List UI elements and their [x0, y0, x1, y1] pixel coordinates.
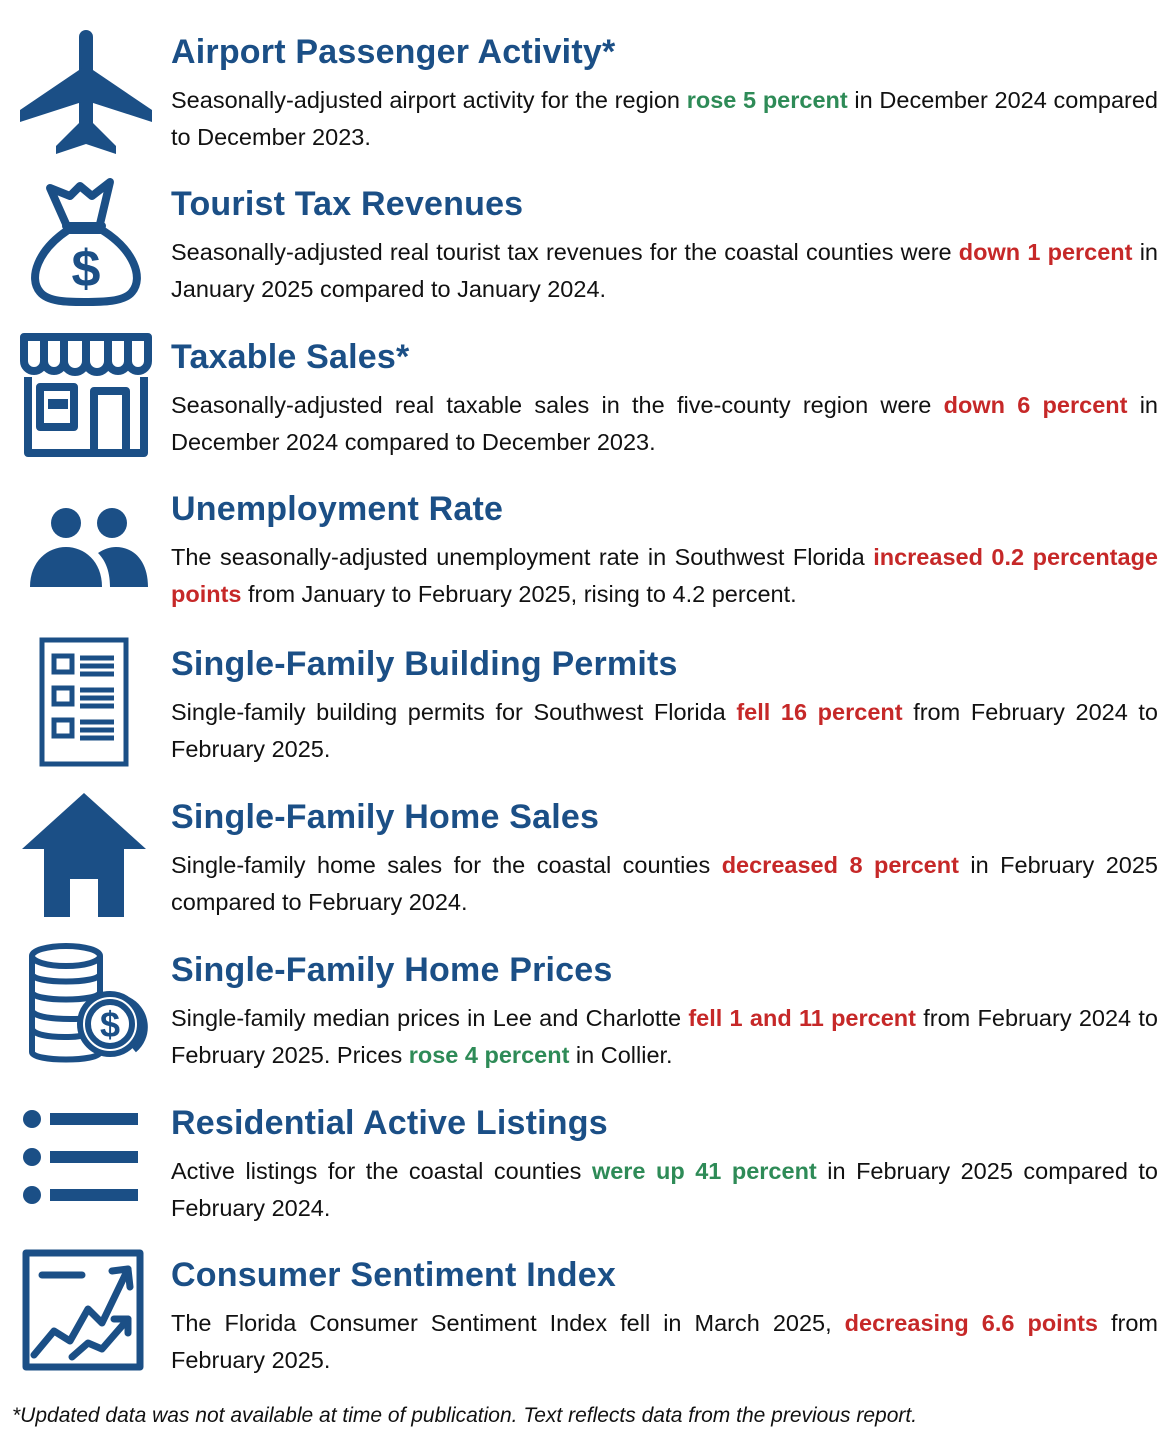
- description-text: in February 2025 compared to February 2024.: [171, 1158, 1158, 1221]
- description-text: from February 2024 to February 2025.: [171, 699, 1159, 762]
- indicator-item: [0, 1093, 1176, 1243]
- indicator-description: [171, 234, 1158, 308]
- indicator-item: [0, 174, 1176, 324]
- indicator-text: [171, 797, 1158, 921]
- indicator-title: Tourist Tax Revenues: [171, 185, 524, 223]
- description-text: in Collier.: [569, 1042, 673, 1068]
- indicator-title: Residential Active Listings: [171, 1104, 608, 1142]
- house-icon: [18, 787, 154, 923]
- footnote: *Updated data was not available at time of publication. Text reflects data from the previous report.: [12, 1404, 918, 1427]
- indicator-title: Single-Family Home Sales: [171, 798, 600, 836]
- indicator-text: [171, 337, 1158, 461]
- negative-change: fell 1 and 11 percent: [688, 1005, 916, 1031]
- description-text: The Florida Consumer Sentiment Index fell in March 2025,: [171, 1310, 845, 1336]
- airplane-icon: [18, 22, 154, 158]
- description-text: in January 2025 compared to January 2024.: [171, 239, 1158, 302]
- positive-change: rose 4 percent: [408, 1042, 570, 1068]
- indicator-text: [171, 950, 1158, 1074]
- indicator-item: [0, 940, 1176, 1090]
- indicator-description: [171, 387, 1158, 461]
- negative-change: down 6 percent: [943, 392, 1128, 418]
- positive-change: rose 5 percent: [686, 87, 848, 113]
- indicator-title: Consumer Sentiment Index: [171, 1256, 616, 1294]
- negative-change: decreasing 6.6 points: [844, 1310, 1098, 1336]
- indicator-description: [171, 82, 1158, 156]
- negative-change: increased 0.2 percentage points: [171, 544, 1158, 607]
- indicator-text: [171, 32, 1158, 156]
- description-text: in December 2024 compared to December 2023.: [171, 87, 1158, 150]
- description-text: Single-family home sales for the coastal counties: [171, 852, 722, 878]
- indicator-description: [171, 694, 1158, 768]
- trend-chart-icon: [18, 1245, 154, 1381]
- description-text: The seasonally-adjusted unemployment rate in Southwest Florida: [171, 544, 874, 570]
- indicator-title: Single-Family Home Prices: [171, 951, 613, 989]
- indicator-title: Single-Family Building Permits: [171, 645, 678, 683]
- description-text: in February 2025 compared to February 2024.: [171, 852, 1158, 915]
- description-text: Seasonally-adjusted real taxable sales in the five-county region were: [171, 392, 944, 418]
- indicator-title: Airport Passenger Activity*: [171, 33, 616, 71]
- negative-change: fell 16 percent: [736, 699, 903, 725]
- description-text: from February 2025.: [171, 1310, 1158, 1373]
- description-text: from January to February 2025, rising to 4.2 percent.: [241, 581, 797, 607]
- svg-text:$: $: [99, 1004, 121, 1045]
- description-text: Single-family building permits for Southwest Florida: [171, 699, 737, 725]
- indicator-description: [171, 1153, 1158, 1227]
- indicator-text: [171, 489, 1158, 613]
- description-text: Seasonally-adjusted airport activity for the region: [171, 87, 687, 113]
- coin-stack-icon: [18, 940, 154, 1076]
- negative-change: decreased 8 percent: [721, 852, 959, 878]
- description-text: in December 2024 compared to December 2023.: [171, 392, 1158, 455]
- indicator-text: [171, 1255, 1158, 1379]
- checklist-document-icon: [18, 634, 154, 770]
- description-text: from February 2024 to February 2025. Prices: [171, 1005, 1159, 1068]
- indicator-item: [0, 634, 1176, 784]
- indicator-description: [171, 1305, 1158, 1379]
- indicator-description: [171, 539, 1158, 613]
- indicator-item: [0, 787, 1176, 937]
- indicator-item: [0, 1245, 1176, 1395]
- description-text: Active listings for the coastal counties: [171, 1158, 592, 1184]
- people-icon: [18, 479, 154, 615]
- bulleted-list-icon: [18, 1093, 154, 1229]
- indicator-item: [0, 22, 1176, 172]
- positive-change: were up 41 percent: [591, 1158, 817, 1184]
- description-text: Seasonally-adjusted real tourist tax revenues for the coastal counties were: [171, 239, 959, 265]
- storefront-icon: [18, 327, 154, 463]
- description-text: Single-family median prices in Lee and Charlotte: [171, 1005, 689, 1031]
- money-bag-icon: [18, 174, 154, 310]
- indicator-item: [0, 327, 1176, 477]
- indicator-text: [171, 644, 1158, 768]
- indicator-title: Taxable Sales*: [171, 338, 410, 376]
- svg-text:$: $: [71, 240, 101, 298]
- indicator-title: Unemployment Rate: [171, 490, 504, 528]
- indicator-description: [171, 847, 1158, 921]
- indicator-text: [171, 184, 1158, 308]
- negative-change: down 1 percent: [958, 239, 1133, 265]
- indicator-description: [171, 1000, 1158, 1074]
- indicator-text: [171, 1103, 1158, 1227]
- indicator-item: [0, 479, 1176, 629]
